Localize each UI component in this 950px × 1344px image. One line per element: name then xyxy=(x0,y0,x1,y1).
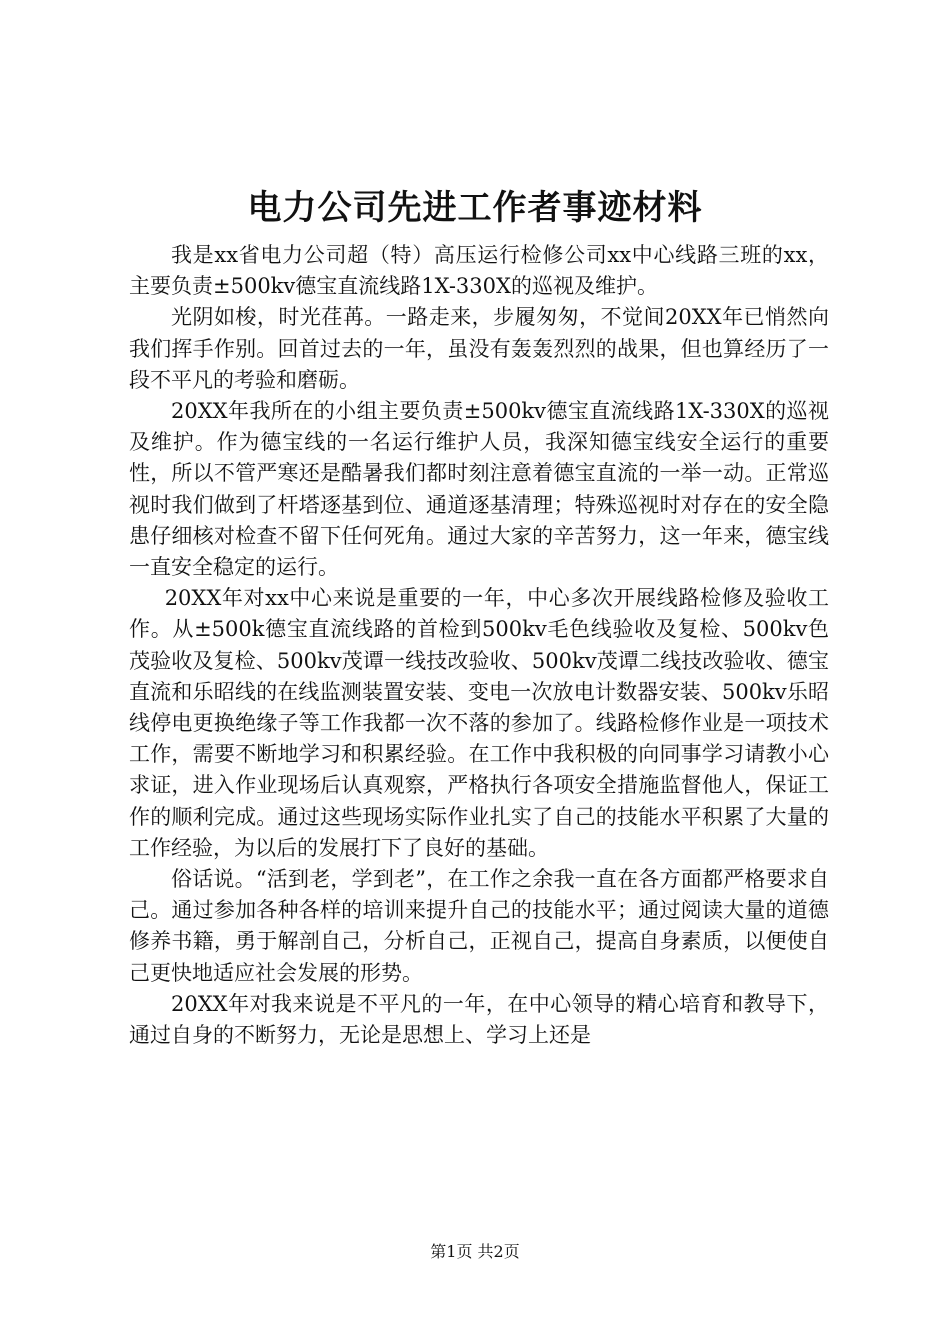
document-body xyxy=(129,240,829,1051)
paragraph-6: 20XX年对我来说是不平凡的一年，在中心领导的精心培育和教导下，通过自身的不断努力，无论是思想上、学习上还是 xyxy=(129,991,829,1048)
paragraph-1: 我是xx省电力公司超（特）高压运行检修公司xx中心线路三班的xx，主要负责±500kv德宝直流线路1X-330X的巡视及维护。 xyxy=(129,243,829,299)
page-footer: 第1页 共2页 xyxy=(430,1242,520,1261)
paragraph-4: 20XX年对xx中心来说是重要的一年，中心多次开展线路检修及验收工作。从±500k德宝直流线路的首检到500kv毛色线验收及复检、500kv色茂验收及复检、500kv茂谭一线技改验收、500kv茂谭二线技改验收、德宝直流和乐昭线的在线监测装置安装、变电一次放电计数器安装、500kv乐昭线停电更换绝缘子等工作我都一次不落的参加了。线路检修作业是一项技术工作，需要不断地学习和积累经验。在工作中我积极的向同事学习请教小心求证，进入作业现场后认真观察，严格执行各项安全措施监督他人，保证工作的顺利完成。通过这些现场实际作业扎实了自己的技能水平积累了大量的工作经验，为以后的发展打下了良好的基础。 xyxy=(129,586,829,860)
paragraph-5: 俗话说。“活到老，学到老”，在工作之余我一直在各方面都严格要求自己。通过参加各种各样的培训来提升自己的技能水平；通过阅读大量的道德修养书籍，勇于解剖自己，分析自己，正视自己，提高自身素质，以便使自己更快地适应社会发展的形势。 xyxy=(129,867,829,985)
paragraph-2: 光阴如梭，时光荏苒。一路走来，步履匆匆，不觉间20XX年已悄然向我们挥手作别。回首过去的一年，虽没有轰轰烈烈的战果，但也算经历了一段不平凡的考验和磨砺。 xyxy=(129,305,829,392)
paragraph-3: 20XX年我所在的小组主要负责±500kv德宝直流线路1X-330X的巡视及维护。作为德宝线的一名运行维护人员，我深知德宝线安全运行的重要性，所以不管严寒还是酷暑我们都时刻注意着德宝直流的一举一动。正常巡视时我们做到了杆塔逐基到位、通道逐基清理；特殊巡视时对存在的安全隐患仔细核对检查不留下任何死角。通过大家的辛苦努力，这一年来，德宝线一直安全稳定的运行。 xyxy=(129,399,829,580)
document-title: 电力公司先进工作者事迹材料 xyxy=(247,188,703,228)
